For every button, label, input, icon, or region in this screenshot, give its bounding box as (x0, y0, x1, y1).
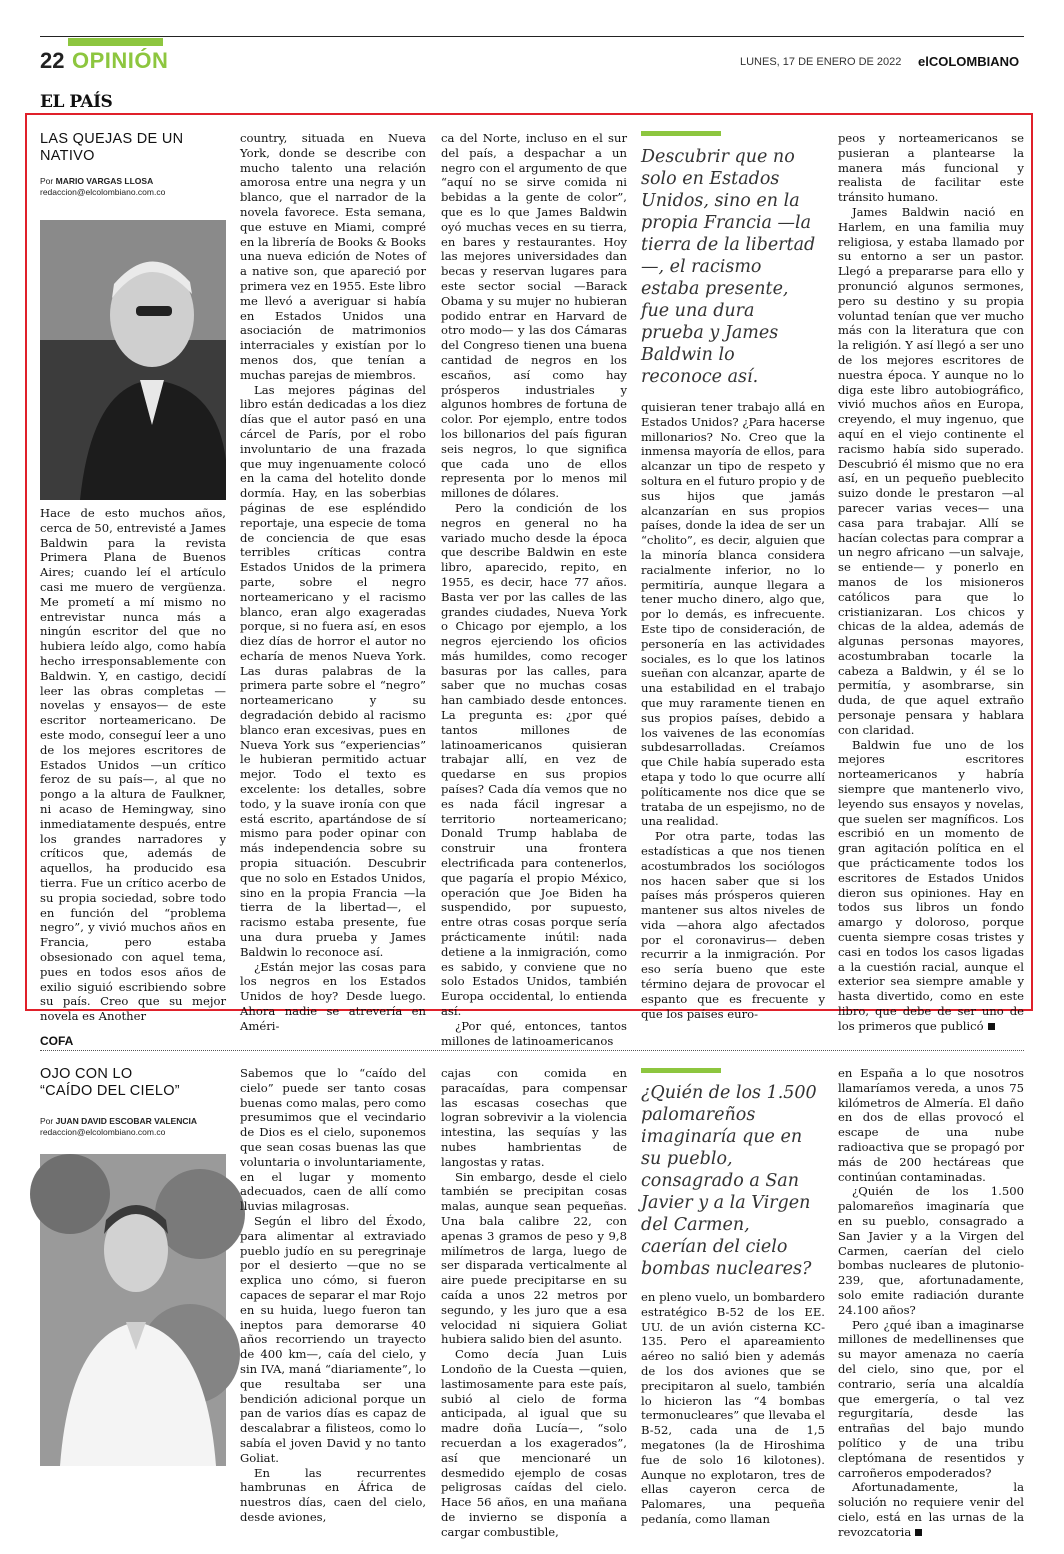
headline-line: “CAÍDO DEL CIELO” (40, 1083, 180, 1099)
el-pais-logo: EL PAÍS (40, 92, 113, 112)
author-name: MARIO VARGAS LLOSA (55, 176, 154, 186)
paragraph: Sabemos que lo “caído del cielo” puede ser tanto cosas buenas como malas, pero como presumimos que el vecindario de Dios es el cielo, suponemos que sean cosas buenas las que voluntaria o involuntariamente, en el lugar y momento adecuados, caen de allí como lluvias milagrosas. (240, 1066, 426, 1214)
author-name: JUAN DAVID ESCOBAR VALENCIA (55, 1116, 197, 1126)
paragraph: Las mejores páginas del libro están dedicadas a los diez días que el autor pasó en una cárcel de París, por el robo involuntario de una frazada que muy ingenuamente colocó en la cama del hotelito donde dormía. Hay, en las soberbias páginas de ese espléndido reportaje, una especie de toma de conciencia de que esas terribles críticas contra Estados Unidos de la primera parte, sobre el negro norteamericano y el racismo blanco, eran algo exageradas porque, si no fuera así, en esos diez días de horror el autor no echaría de menos Nueva York. Las duras palabras de la primera parte sobre el “negro” norteamericano y su degradación debido al racismo blanco eran excesivas, pues en Nueva York sus “experiencias” le hubieran permitido actuar mejor. Todo el texto es excelente: los detalles, sobre todo, y la suave ironía con que está escrito, apartándose de sí mismo para poder opinar con más independencia sobre su propia situación. Descubrir que no solo en Estados Unidos, sino en la propia Francia —la tierra de la libertad—, el racismo estaba presente, fue una dura prueba y James Baldwin lo reconoce así. (240, 382, 426, 959)
masthead-logo: elCOLOMBIANO (918, 54, 1020, 69)
article1-pullquote: Descubrir que no solo en Estados Unidos, sino en la propia Francia —la tierra de la libertad—, el racismo estaba presente, fue una dura prueba y James Baldwin lo reconoce así. (641, 147, 816, 387)
article2-column-4 (641, 1290, 825, 1542)
article2-pullquote: ¿Quién de los 1.500 palomareños imaginaría que en su pueblo, consagrado a San Javier y a la Virgen del Carmen, caerían del cielo bombas nucleares? (641, 1083, 817, 1279)
paragraph: Por otra parte, todas las estadísticas a que nos tienen acostumbrados los sociólogos nos hacen saber que si los países más prósperos quieren mantener sus altos niveles de vida —ahora algo afectados por el coronavirus— deben recurrir a la inmigración. Por eso sería bueno que este término dejara de provocar el espanto que es frecuente y que los países euro- (641, 829, 825, 1021)
header-rule (40, 36, 1024, 37)
paragraph: peos y norteamericanos se pusieran a plantearse la manera más funcional y realista de facilitar este tránsito humano. (838, 131, 1024, 205)
paragraph-text: Afortunadamente, la solución no requiere venir del cielo, está en las urnas de la revozcatoria (838, 1480, 1024, 1539)
author-photo (40, 1154, 226, 1466)
paragraph: ca del Norte, incluso en el sur del país, a despachar a un negro con el argumento de que “aquí no se sirve comida ni bebidas a la gente de color”, que es lo que James Baldwin oyó muchas veces en su tierra, en bares y restaurantes. Hoy las mejores universidades dan becas y reservan lugares para este sector social —Barack Obama y su mujer no hubieran podido entrar en Harvard de otro modo— y las dos Cámaras del Congreso tienen una buena cantidad de negros en los escaños, así como hay prósperos industriales y algunos hombres de fortuna de color. Por ejemplo, entre todos los billonarios del país figuran seis negros, lo que significa que cada uno de ellos representa por lo menos mil millones de dólares. (441, 131, 627, 501)
author-portrait-icon (40, 220, 226, 500)
paragraph: En las recurrentes hambrunas en África de nuestros días, caen del cielo, desde aviones, (240, 1465, 426, 1524)
byline-prefix: Por (40, 176, 54, 186)
section-divider (40, 1050, 1024, 1051)
author-email[interactable]: redaccion@elcolombiano.com.co (40, 1127, 166, 1137)
paragraph: cajas con comida en paracaídas, para compensar las escasas cosechas que logran sobrevivir a la violencia intestina, las sequías y las nubes hambrientas de langostas y ratas. (441, 1066, 627, 1169)
article1-column-2 (240, 131, 426, 1033)
article1-column-5 (838, 131, 1024, 1033)
author-photo (40, 220, 226, 500)
paragraph: Pero la condición de los negros en general no ha variado mucho desde la época que describe Baldwin en este libro, aparecido, repito, en 1955, es decir, hace 77 años. Basta ver por las calles de las grandes ciudades, Nueva York o Chicago por ejemplo, a los negros ejerciendo los oficios más humildes, como recoger basuras por las calles, para saber que no muchas cosas han cambiado desde entonces. La pregunta es: ¿por qué tantos millones de latinoamericanos quisieran trabajar allí, en vez de quedarse en sus propios países? Cada día vemos que no es nada fácil ingresar a territorio norteamericano; Donald Trump hablaba de construir una frontera electrificada para contenerlos, que pagaría el propio México, operación que Joe Biden ha suspendido, por supuesto, entre otras cosas porque sería prácticamente inútil: nada detiene a la inmigración, como es sabido, y conviene que no solo Estados Unidos, también Europa occidental, lo entienda así. (441, 500, 627, 1019)
pullquote-accent-bar (641, 131, 721, 136)
byline-prefix: Por (40, 1116, 54, 1126)
headline-line: OJO CON LO (40, 1066, 133, 1082)
article2-column-2 (240, 1066, 426, 1542)
paragraph: Pero ¿qué iban a imaginarse millones de medellinenses que su mayor amenaza no caería del cielo, sino que, por el contrario, sería una alcaldía que emergería, o tal vez regurgitaría, desde las entrañas del bajo mundo político y de una tribu cleptómana de resentidos y carroñeros empoderados? (838, 1317, 1024, 1480)
paragraph: Como decía Juan Luis Londoño de la Cuesta —quien, lastimosamente para este país, subió al cielo de forma anticipada, al igual que su madre doña Lucía—, “solo recuerdan a los exagerados”, así que mencionaré un desmedido ejemplo de cosas peligrosas caídas del cielo. Hace 56 años, en una mañana de invierno se disponía a cargar combustible, (441, 1347, 627, 1539)
end-mark-icon (915, 1529, 922, 1536)
section-title: OPINIÓN (72, 48, 169, 73)
author-email[interactable]: redaccion@elcolombiano.com.co (40, 187, 166, 197)
end-mark-icon (988, 1023, 995, 1030)
article2-column-5 (838, 1066, 1024, 1542)
paragraph: country, situada en Nueva York, donde se describe con mucho talento una relación amorosa entre una negra y un blanco, que el narrador de la novela favorece. Esta semana, que estuve en Miami, compré en la librería de Books & Books una nueva edición de Notes of a native son, que apareció por primera vez en 1955. Este libro me llevó a averiguar si había en Estados Unidos una asociación de matrimonios interraciales y existían por lo menos dos, que tenían a muchas parejas de miembros. (240, 131, 426, 382)
paragraph: ¿Por qué, entonces, tantos millones de latinoamericanos (441, 1018, 627, 1048)
article1-column-4 (641, 400, 825, 1021)
paragraph: en pleno vuelo, un bombardero estratégico B-52 de los EE. UU. de un avión cisterna KC-135. Pero el apareamiento aéreo no salió bien y además de los dos aviones que se precipitaron al suelo, también lo hicieron las “4 bombas termonucleares” que llevaba el B-52, cada una de 1,5 megatones (la de Hiroshima fue de solo 16 kilotones). Aunque no explotaron, tres de ellas cayeron cerca de Palomares, una pequeña pedanía, como llaman (641, 1290, 825, 1526)
paragraph: ¿Quién de los 1.500 palomareños imaginaría que en su pueblo, consagrado a San Javier y a la Virgen del Carmen, caerían del cielo bombas nucleares de plutonio-239, que, afortunadamente, solo emite radiación durante 24.100 años? (838, 1184, 1024, 1317)
paragraph: quisieran tener trabajo allá en Estados Unidos? ¿Para hacerse millonarios? No. Creo que la inmensa mayoría de ellos, para alcanzar un tipo de respeto y soltura en el futuro propio y de sus hijos que jamás alcanzarían en sus propios países, donde la idea de ser un “cholito”, es decir, alguien que la minoría blanca considera racialmente inferior, no lo permitiría, aunque llegara a tener mucho dinero, algo que, por lo demás, es infrecuente. Este tipo de consideración, de personería en las actividades sociales, es lo que los latinos sueñan con alcanzar, aparte de una estabilidad en el trabajo que muy raramente tienen en sus propios países, debido a los vaivenes de las economías subdesarrolladas. Creíamos que Chile había superado esta etapa y todo lo que ocurre allí políticamente nos dice que se trataba de un espejismo, no de una realidad. (641, 400, 825, 829)
article1-headline: LAS QUEJAS DE UN NATIVO (40, 131, 184, 164)
paragraph: Según el libro del Éxodo, para alimentar al extraviado pueblo judío en su peregrinaje por el desierto —que no se explica uno cómo, si fueron capaces de separar el mar Rojo en su huida, luego fueron tan ineptos para demorarse 40 años recorriendo un trayecto de 400 km—, caía del cielo, y sin IVA, maná “diariamente”, lo que resultaba ser una bendición adicional porque un pan de varios días es capaz de descalabrar a filisteos, como lo sabía el joven David y no tanto Goliat. (240, 1213, 426, 1465)
paragraph-text: Baldwin fue uno de los mejores escritores norteamericanos y habría siempre que mantenerlo vivo, leyendo sus ensayos y novelas, que suelen ser magníficos. Los escribió en un momento de gran agitación política en el que prácticamente todos los escritores de Estados Unidos dieron sus opiniones. Hay en todos sus libros un fondo amargo y doloroso, porque cuenta siempre cosas tristes y casi en todos los casos ligadas a la cuestión racial, aunque el exterior sea siempre amable y hasta divertido, como en este libro, que debe de ser uno de los primeros que publicó (838, 737, 1024, 1033)
page-number: 22 (40, 48, 65, 73)
article2-column-3 (441, 1066, 627, 1542)
article2-headline (40, 1066, 230, 1100)
article1-column-1 (40, 506, 226, 1024)
pullquote-accent-bar (641, 1068, 721, 1073)
paragraph (838, 1480, 1024, 1539)
paragraph: James Baldwin nació en Harlem, en una familia muy religiosa, y estaba llamado por su entorno a ser un pastor. Llegó a prepararse para ello y pronunció algunos sermones, pero su destino y su propia voluntad tenían que ver mucho más con la literatura que con la religión. Y así llegó a ser uno de los mejores escritores de nuestra época. Y aunque no lo diga este libro autobiográfico, vivió muchos años en Europa, creyendo, el muy ingenuo, que aquí en el viejo continente el racismo había sido superado. Descubrió él mismo que no era así, en un pequeño pueblecito suizo donde le prestaron —al parecer varias veces— una casa para trabajar. Allí se hacían colectas para comprar a un negro africano —un salvaje, se entiende— y ponerlo en manos de los misioneros católicos para que lo cristianizaran. Los chicos y chicas de la aldea, además de algunas personas mayores, acostumbraban tocarle la cabeza a Baldwin, y él se lo permitía, y asombrarse, sin duda, de que aquel extraño personaje pensara y hablara con claridad. (838, 204, 1024, 737)
paragraph (838, 738, 1024, 1034)
article2-byline (40, 1116, 235, 1138)
paragraph: en España a lo que nosotros llamaríamos vereda, a unos 75 kilómetros de Almería. El daño en dos de ellas provocó el escape de una nube radioactiva que se propagó por más de 200 hectáreas que continúan contaminadas. (838, 1066, 1024, 1184)
paragraph: ¿Están mejor las cosas para los negros en los Estados Unidos de hoy? Desde luego. Ahora nadie se atrevería en Améri- (240, 959, 426, 1033)
article1-column-3 (441, 131, 627, 1048)
paragraph: Sin embargo, desde el cielo también se precipitan cosas malas, aunque sean pequeñas. Una bala calibre 22, con apenas 3 gramos de peso y 9,8 milímetros de larga, luego de ser disparada verticalmente al aire puede precipitarse en su caída a unos 22 metros por segundo, y les juro que a esa velocidad ni siquiera Goliat hubiera salido bien del asunto. (441, 1169, 627, 1347)
article1-byline (40, 176, 230, 198)
cofa-section-label: COFA (40, 1034, 74, 1048)
author-portrait-icon (40, 1154, 226, 1466)
paragraph: Hace de esto muchos años, cerca de 50, entrevisté a James Baldwin para la revista Primera Plana de Buenos Aires; cuando leí el artículo casi me muero de vergüenza. Me prometí a mí mismo no entrevistar nunca más a ningún escritor del que no hubiera leído algo, como había hecho irresponsablemente con Baldwin. Y, en castigo, decidí leer las obras completas —novelas y ensayos— de este escritor norteamericano. De este modo, conseguí leer a uno de los mejores escritores de Estados Unidos —un crítico feroz de su país—, al que no pongo a la altura de Faulkner, ni acaso de Hemingway, sino inmediatamente después, entre los grandes narradores y críticos que, además de aquellos, ha producido esa tierra. Fue un crítico acerbo de su propia sociedad, sobre todo en función del “problema negro”, y vivió muchos años en Francia, pero estaba obsesionado con aquel tema, pues en todos esos años de exilio siguió escribiendo sobre su país. Creo que su mejor novela es Another (40, 506, 226, 1024)
dateline: LUNES, 17 DE ENERO DE 2022 (740, 56, 902, 68)
